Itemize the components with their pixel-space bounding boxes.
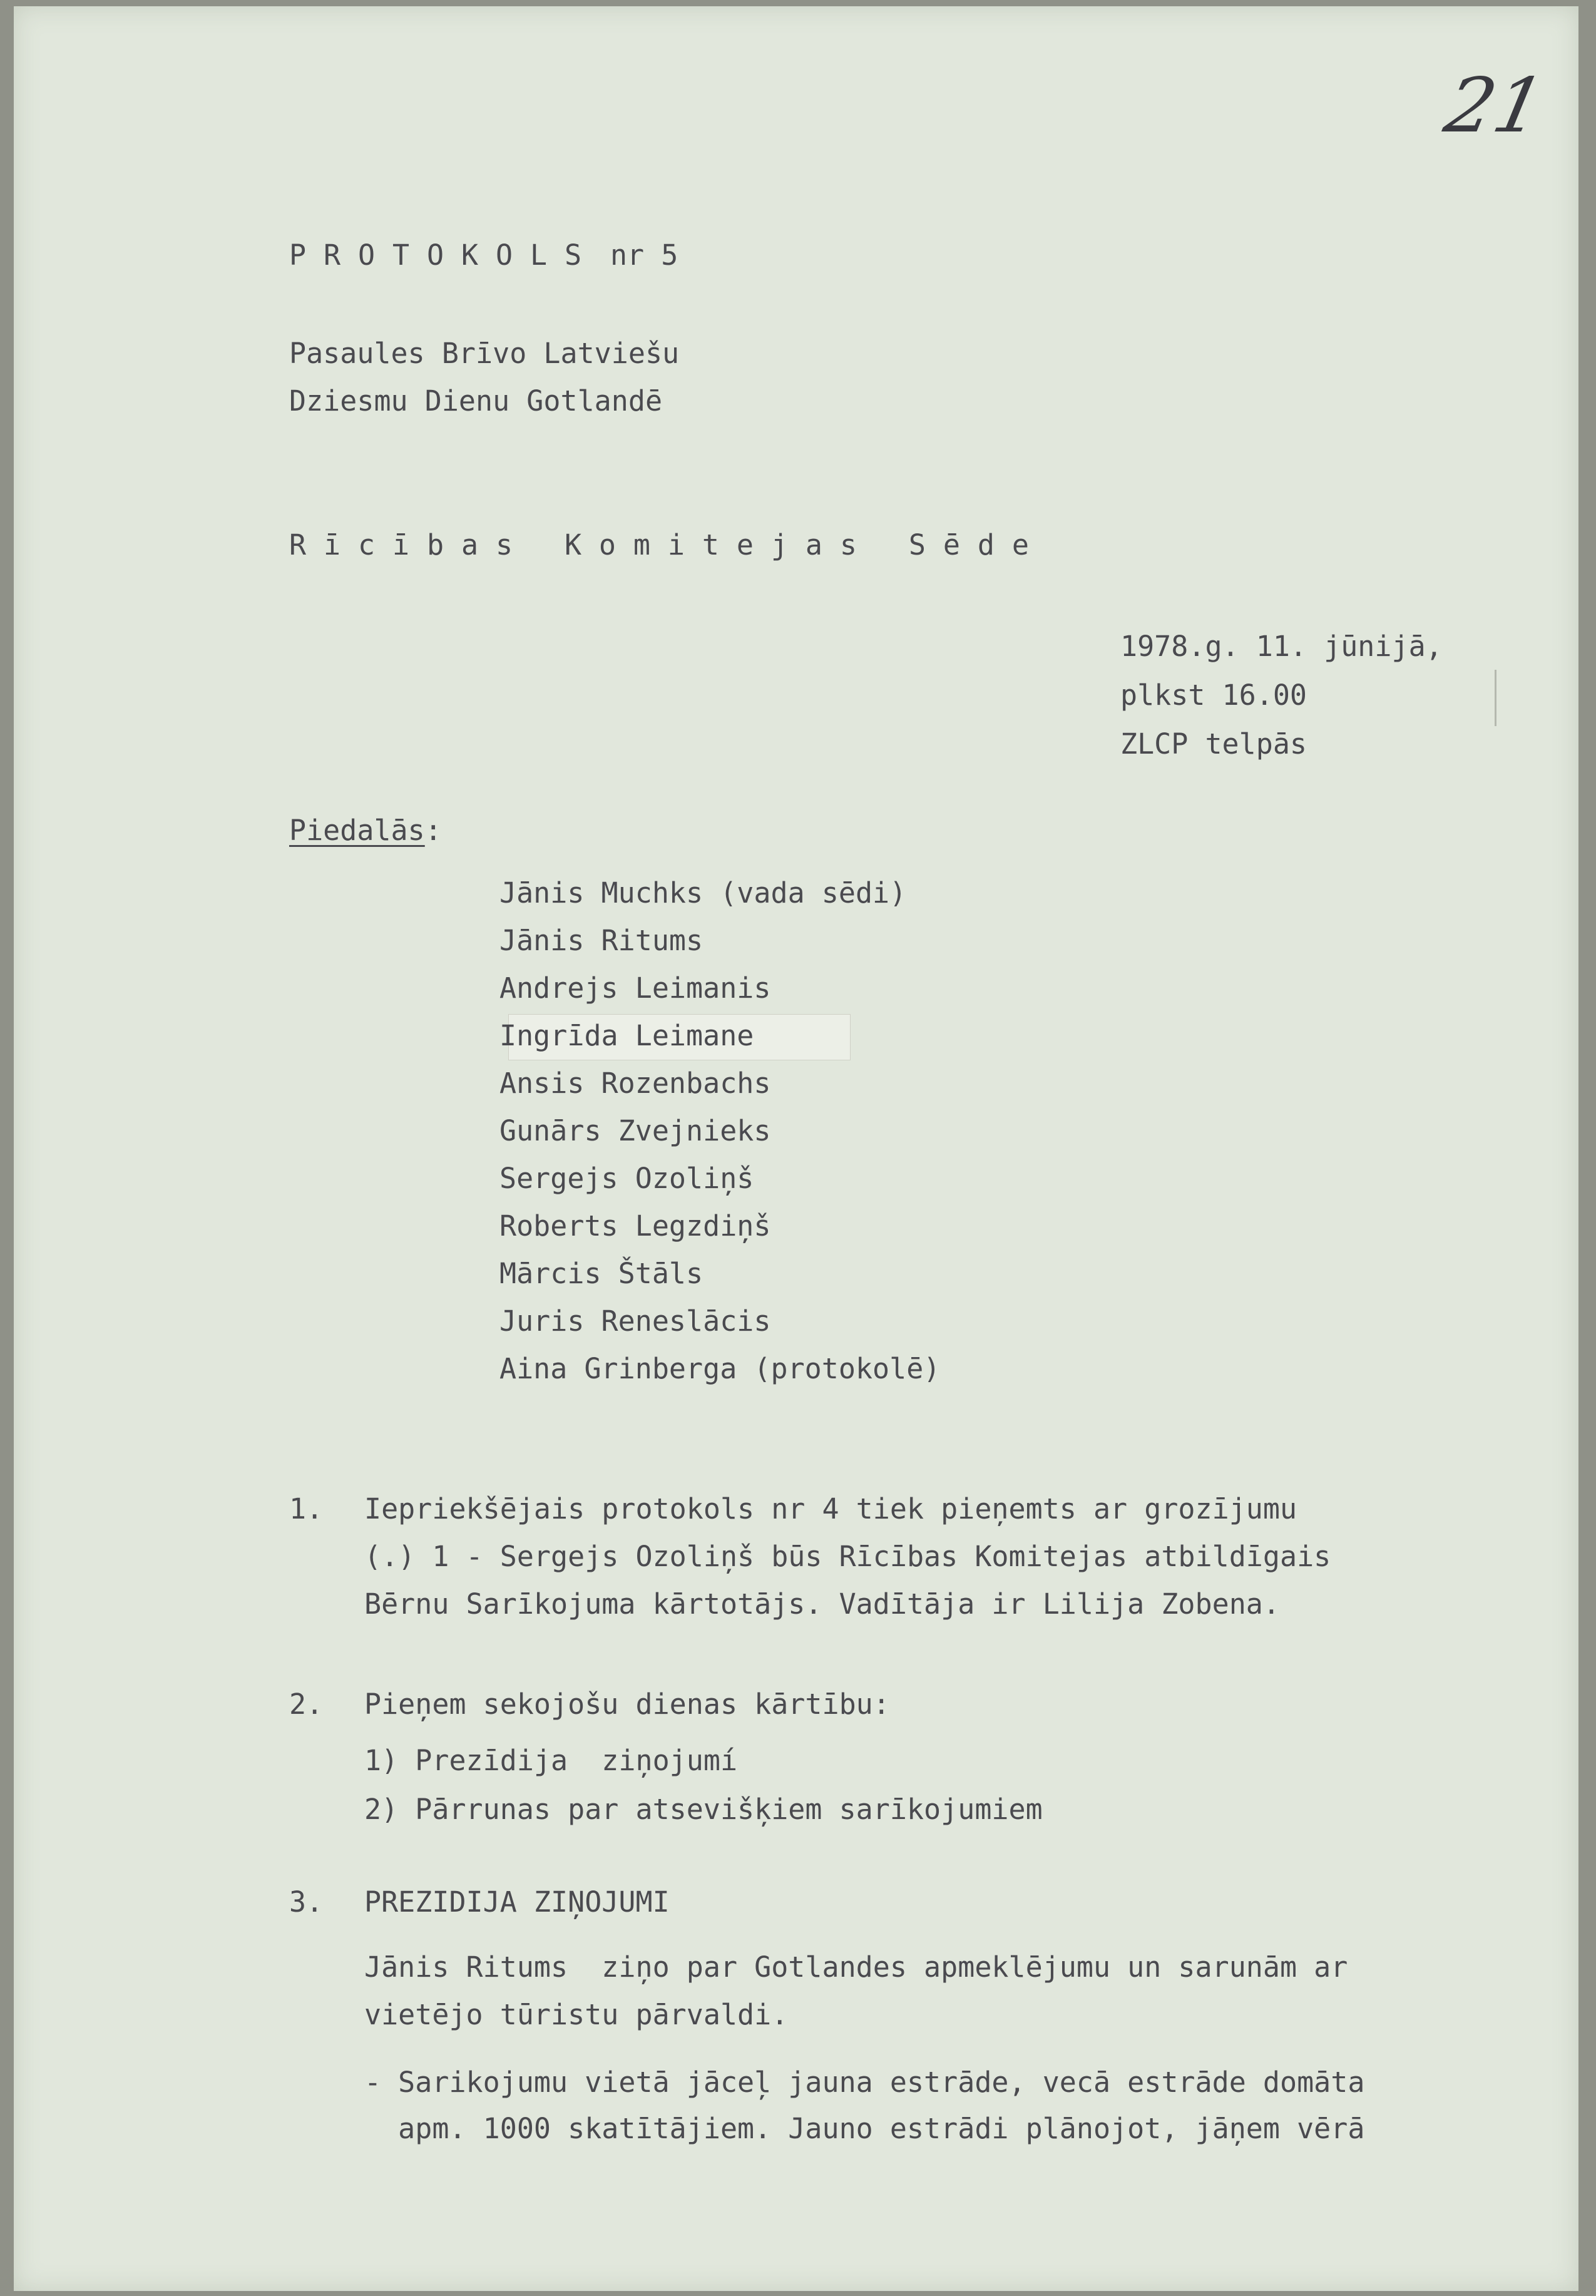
agenda-subitem: 2) Pārrunas par atsevišķiem sarīkojumiem — [364, 1793, 1043, 1826]
attendee-item: Jānis Muchks (vada sēdi) — [499, 876, 907, 910]
attendees-heading — [289, 814, 442, 847]
meeting-place: ZLCP telpās — [1120, 727, 1307, 761]
attendee-item: Gunārs Zvejnieks — [499, 1114, 771, 1147]
attendee-item: Aina Grinberga (protokolē) — [499, 1352, 941, 1385]
attendee-item: Ansis Rozenbachs — [499, 1067, 771, 1100]
attendees-heading-colon: : — [424, 814, 442, 847]
bullet-line: - Sarikojumu vietā jāceļ jauna estrāde, vecā estrāde domāta — [364, 2066, 1365, 2099]
item-line: Bērnu Sarīkojuma kārtotājs. Vadītāja ir Lilija Zobena. — [364, 1587, 1280, 1621]
protocol-title: PROTOKOLS — [289, 238, 599, 272]
item-line: (.) 1 - Sergejs Ozoliņš būs Rīcības Komitejas atbildīgais — [364, 1540, 1331, 1573]
attendees-heading-text: Piedalās — [289, 814, 425, 847]
attendee-item: Ingrīda Leimane — [499, 1019, 754, 1052]
org-line-1: Pasaules Brīvo Latviešu — [289, 337, 680, 370]
item-line: vietējo tūristu pārvaldi. — [364, 1998, 789, 2031]
section-heading: PREZIDIJA ZIŅOJUMI — [364, 1885, 670, 1919]
attendee-item: Sergejs Ozoliņš — [499, 1162, 754, 1195]
meeting-date: 1978.g. 11. jūnijā, — [1120, 630, 1443, 663]
document-page — [14, 6, 1578, 2291]
margin-line — [1495, 670, 1496, 726]
protocol-header — [289, 238, 678, 272]
item-number: 1. — [289, 1492, 324, 1525]
item-number: 3. — [289, 1885, 324, 1919]
item-line: Pieņem sekojošu dienas kārtību: — [364, 1688, 890, 1721]
bullet-line: apm. 1000 skatītājiem. Jauno estrādi plānojot, jāņem vērā — [364, 2112, 1365, 2145]
attendee-item: Mārcis Štāls — [499, 1257, 703, 1290]
item-number: 2. — [289, 1688, 324, 1721]
page-number: 21 — [1438, 63, 1552, 150]
attendee-item: Roberts Legzdiņš — [499, 1209, 771, 1243]
agenda-subitem: 1) Prezīdija ziņojumí — [364, 1744, 738, 1777]
org-line-2: Dziesmu Dienu Gotlandē — [289, 384, 663, 418]
meeting-title: Rīcības Komitejas Sēde — [289, 528, 1046, 561]
item-line: Iepriekšējais protokols nr 4 tiek pieņemts ar grozījumu — [364, 1492, 1297, 1525]
attendee-item: Jānis Ritums — [499, 924, 703, 957]
meeting-time: plkst 16.00 — [1120, 679, 1307, 712]
item-line: Jānis Ritums ziņo par Gotlandes apmeklējumu un sarunām ar — [364, 1950, 1348, 1984]
protocol-number: nr 5 — [610, 238, 678, 272]
attendee-item: Juris Reneslācis — [499, 1304, 771, 1338]
attendee-item: Andrejs Leimanis — [499, 971, 771, 1005]
